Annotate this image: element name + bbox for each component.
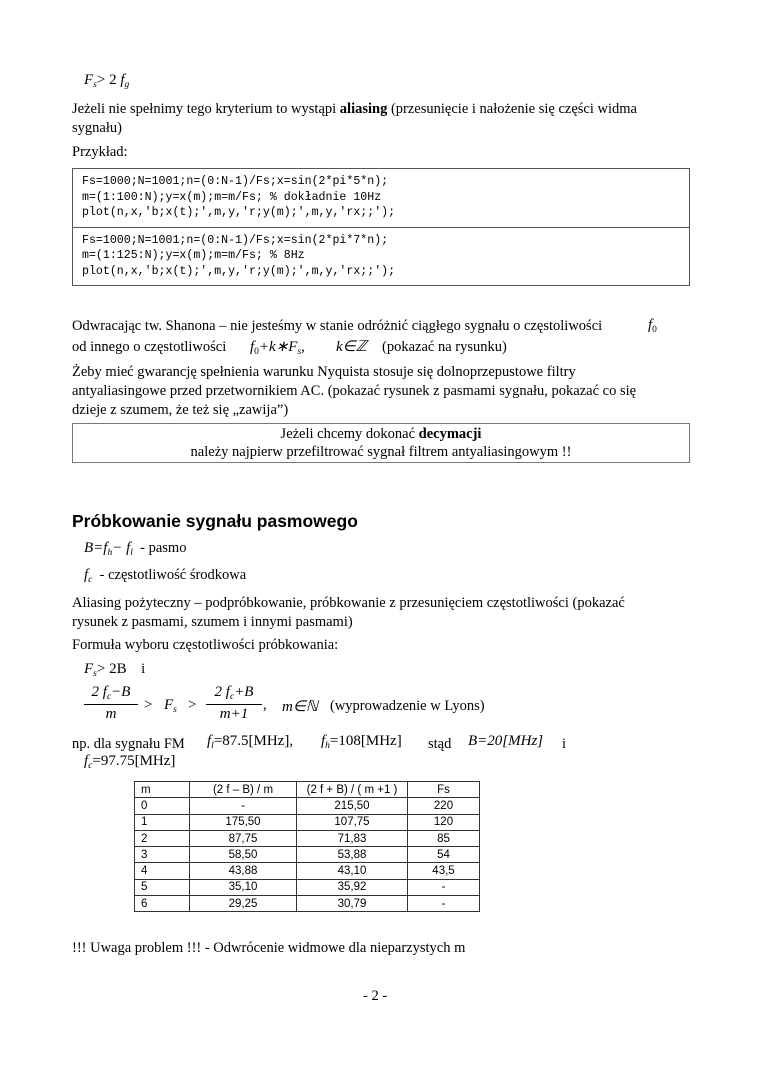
table-cell: 43,10	[297, 863, 408, 879]
table-cell: 87,75	[190, 830, 297, 846]
fh-value: $f_h=108[MHz]$	[321, 733, 402, 751]
code-line: plot(n,x,'b;x(t);',m,y,'r;y(m);',m,y,'rx;;');	[82, 264, 396, 278]
fs-symbol: $F_s$	[164, 697, 177, 715]
table-row	[135, 896, 480, 912]
table-cell: 29,25	[190, 896, 297, 912]
section-title: Próbkowanie sygnału pasmowego	[72, 511, 358, 531]
table-row	[135, 847, 480, 863]
header-lower: (2 f – B) / m	[190, 782, 297, 798]
b-value: B=20[MHz]	[468, 733, 544, 749]
table-cell: 43,88	[190, 863, 297, 879]
formula-label: Formuła wyboru częstotliwości próbkowania:	[72, 637, 339, 653]
table-cell: 215,50	[297, 798, 408, 814]
table-cell: 54	[408, 847, 480, 863]
decimation-term: decymacji	[418, 426, 482, 442]
code-line: m=(1:100:N);y=x(m);m=m/Fs; % dokładnie 10Hz	[82, 190, 382, 204]
table-cell: 5	[135, 879, 190, 895]
aliasing-paragraph: Jeżeli nie spełnimy tego kryterium to wystąpi aliasing (przesunięcie i nałożenie się części widma sygnału)	[72, 101, 637, 136]
header-upper: (2 f + B) / ( m +1 )	[297, 782, 408, 798]
table-cell: -	[408, 896, 480, 912]
nyquist-criterion-formula: $F_s> 2$ $f_g$	[84, 72, 130, 90]
table-row	[135, 863, 480, 879]
fraction-lower-bound: 2 $f_c-B$ m	[84, 684, 138, 723]
shannon-line-2-text: od innego o częstotliwości	[72, 339, 227, 355]
greater-than-1: >	[144, 697, 153, 713]
comma: ,	[263, 697, 267, 713]
fraction-upper-bound: 2 $f_c+B$ m+1	[206, 684, 262, 723]
table-cell: 0	[135, 798, 190, 814]
table-cell: -	[190, 798, 297, 814]
therefore-word: stąd	[428, 736, 452, 752]
and-word: i	[562, 736, 567, 752]
table-cell: -	[408, 879, 480, 895]
table-cell: 1	[135, 814, 190, 830]
table-cell: 30,79	[297, 896, 408, 912]
shannon-line-2-note: (pokazać na rysunku)	[382, 339, 507, 355]
table-cell: 71,83	[297, 830, 408, 846]
table-cell: 43,5	[408, 863, 480, 879]
bandwidth-definition: $B=f_h- f_l$ - pasmo	[84, 540, 187, 558]
table-cell: 35,92	[297, 879, 408, 895]
table-cell: 35,10	[190, 879, 297, 895]
nyquist-paragraph: Żeby mieć gwarancję spełnienia warunku Nyquista stosuje się dolnoprzepustowe filtry antyaliasingowe przed przetwornikiem AC. (pokazać rysunek z pasmami sygnału, pokazać co się dzieje z szumem, że też się „zawija”)	[72, 364, 637, 418]
decimation-note-box: Jeżeli chcemy dokonać decymacji należy najpierw przefiltrować sygnał filtrem antyaliasingowym !!	[72, 423, 690, 463]
example-label: Przykład:	[72, 144, 128, 160]
header-m: m	[135, 782, 190, 798]
code-block-1	[73, 169, 689, 227]
table-cell: 58,50	[190, 847, 297, 863]
greater-than-2: >	[188, 697, 197, 713]
center-frequency-definition: $f_c$ - częstotliwość środkowa	[84, 567, 247, 585]
m-natural-condition: m∈ℕ	[282, 699, 318, 715]
table-header-row	[135, 782, 480, 798]
useful-aliasing-paragraph: Aliasing pożyteczny – podpróbkowanie, próbkowanie z przesunięciem częstotliwości (pokazać rysunek z pasmami, szumem i innymi pasmami)	[72, 595, 625, 630]
aliasing-term: aliasing	[339, 101, 388, 117]
table-row	[135, 879, 480, 895]
shannon-line-1: Odwracając tw. Shanona – nie jesteśmy w stanie odróżnić ciągłego sygnału o częstoliwości	[72, 318, 603, 334]
table-cell: 107,75	[297, 814, 408, 830]
table-cell: 120	[408, 814, 480, 830]
sampling-table	[134, 781, 480, 912]
table-cell: 220	[408, 798, 480, 814]
code-line: plot(n,x,'b;x(t);',m,y,'r;y(m);',m,y,'rx;;');	[82, 206, 396, 219]
fm-example-text: np. dla sygnału FM	[72, 736, 185, 752]
code-box	[72, 168, 690, 286]
fc-value: $f_c=97.75[MHz]$	[84, 753, 176, 771]
code-line: m=(1:125:N);y=x(m);m=m/Fs; % 8Hz	[82, 249, 305, 262]
table-cell: 53,88	[297, 847, 408, 863]
fs-2b-condition: $F_s> 2B$ i	[84, 661, 146, 679]
alias-frequency-expression: $f_0+k∗F_s$,	[250, 339, 305, 357]
table-cell: 85	[408, 830, 480, 846]
code-line: Fs=1000;N=1001;n=(0:N-1)/Fs;x=sin(2*pi*7*n);	[82, 233, 389, 247]
k-integer-condition: k∈ℤ	[336, 339, 367, 355]
page-number: - 2 -	[363, 988, 388, 1004]
table-row	[135, 814, 480, 830]
code-line: Fs=1000;N=1001;n=(0:N-1)/Fs;x=sin(2*pi*5*n);	[82, 175, 389, 188]
table-cell: 2	[135, 830, 190, 846]
table-cell: 6	[135, 896, 190, 912]
table-row	[135, 830, 480, 846]
code-block-2	[73, 227, 689, 286]
derivation-note: (wyprowadzenie w Lyons)	[330, 698, 485, 714]
fl-value: $f_l=87.5[MHz]$,	[207, 733, 294, 751]
table-cell: 3	[135, 847, 190, 863]
table-row	[135, 798, 480, 814]
f0-symbol: $f_0$	[648, 317, 657, 335]
warning-text: !!! Uwaga problem !!! - Odwrócenie widmowe dla nieparzystych m	[72, 940, 466, 956]
table-cell: 175,50	[190, 814, 297, 830]
table-cell: 4	[135, 863, 190, 879]
header-fs: Fs	[408, 782, 480, 798]
